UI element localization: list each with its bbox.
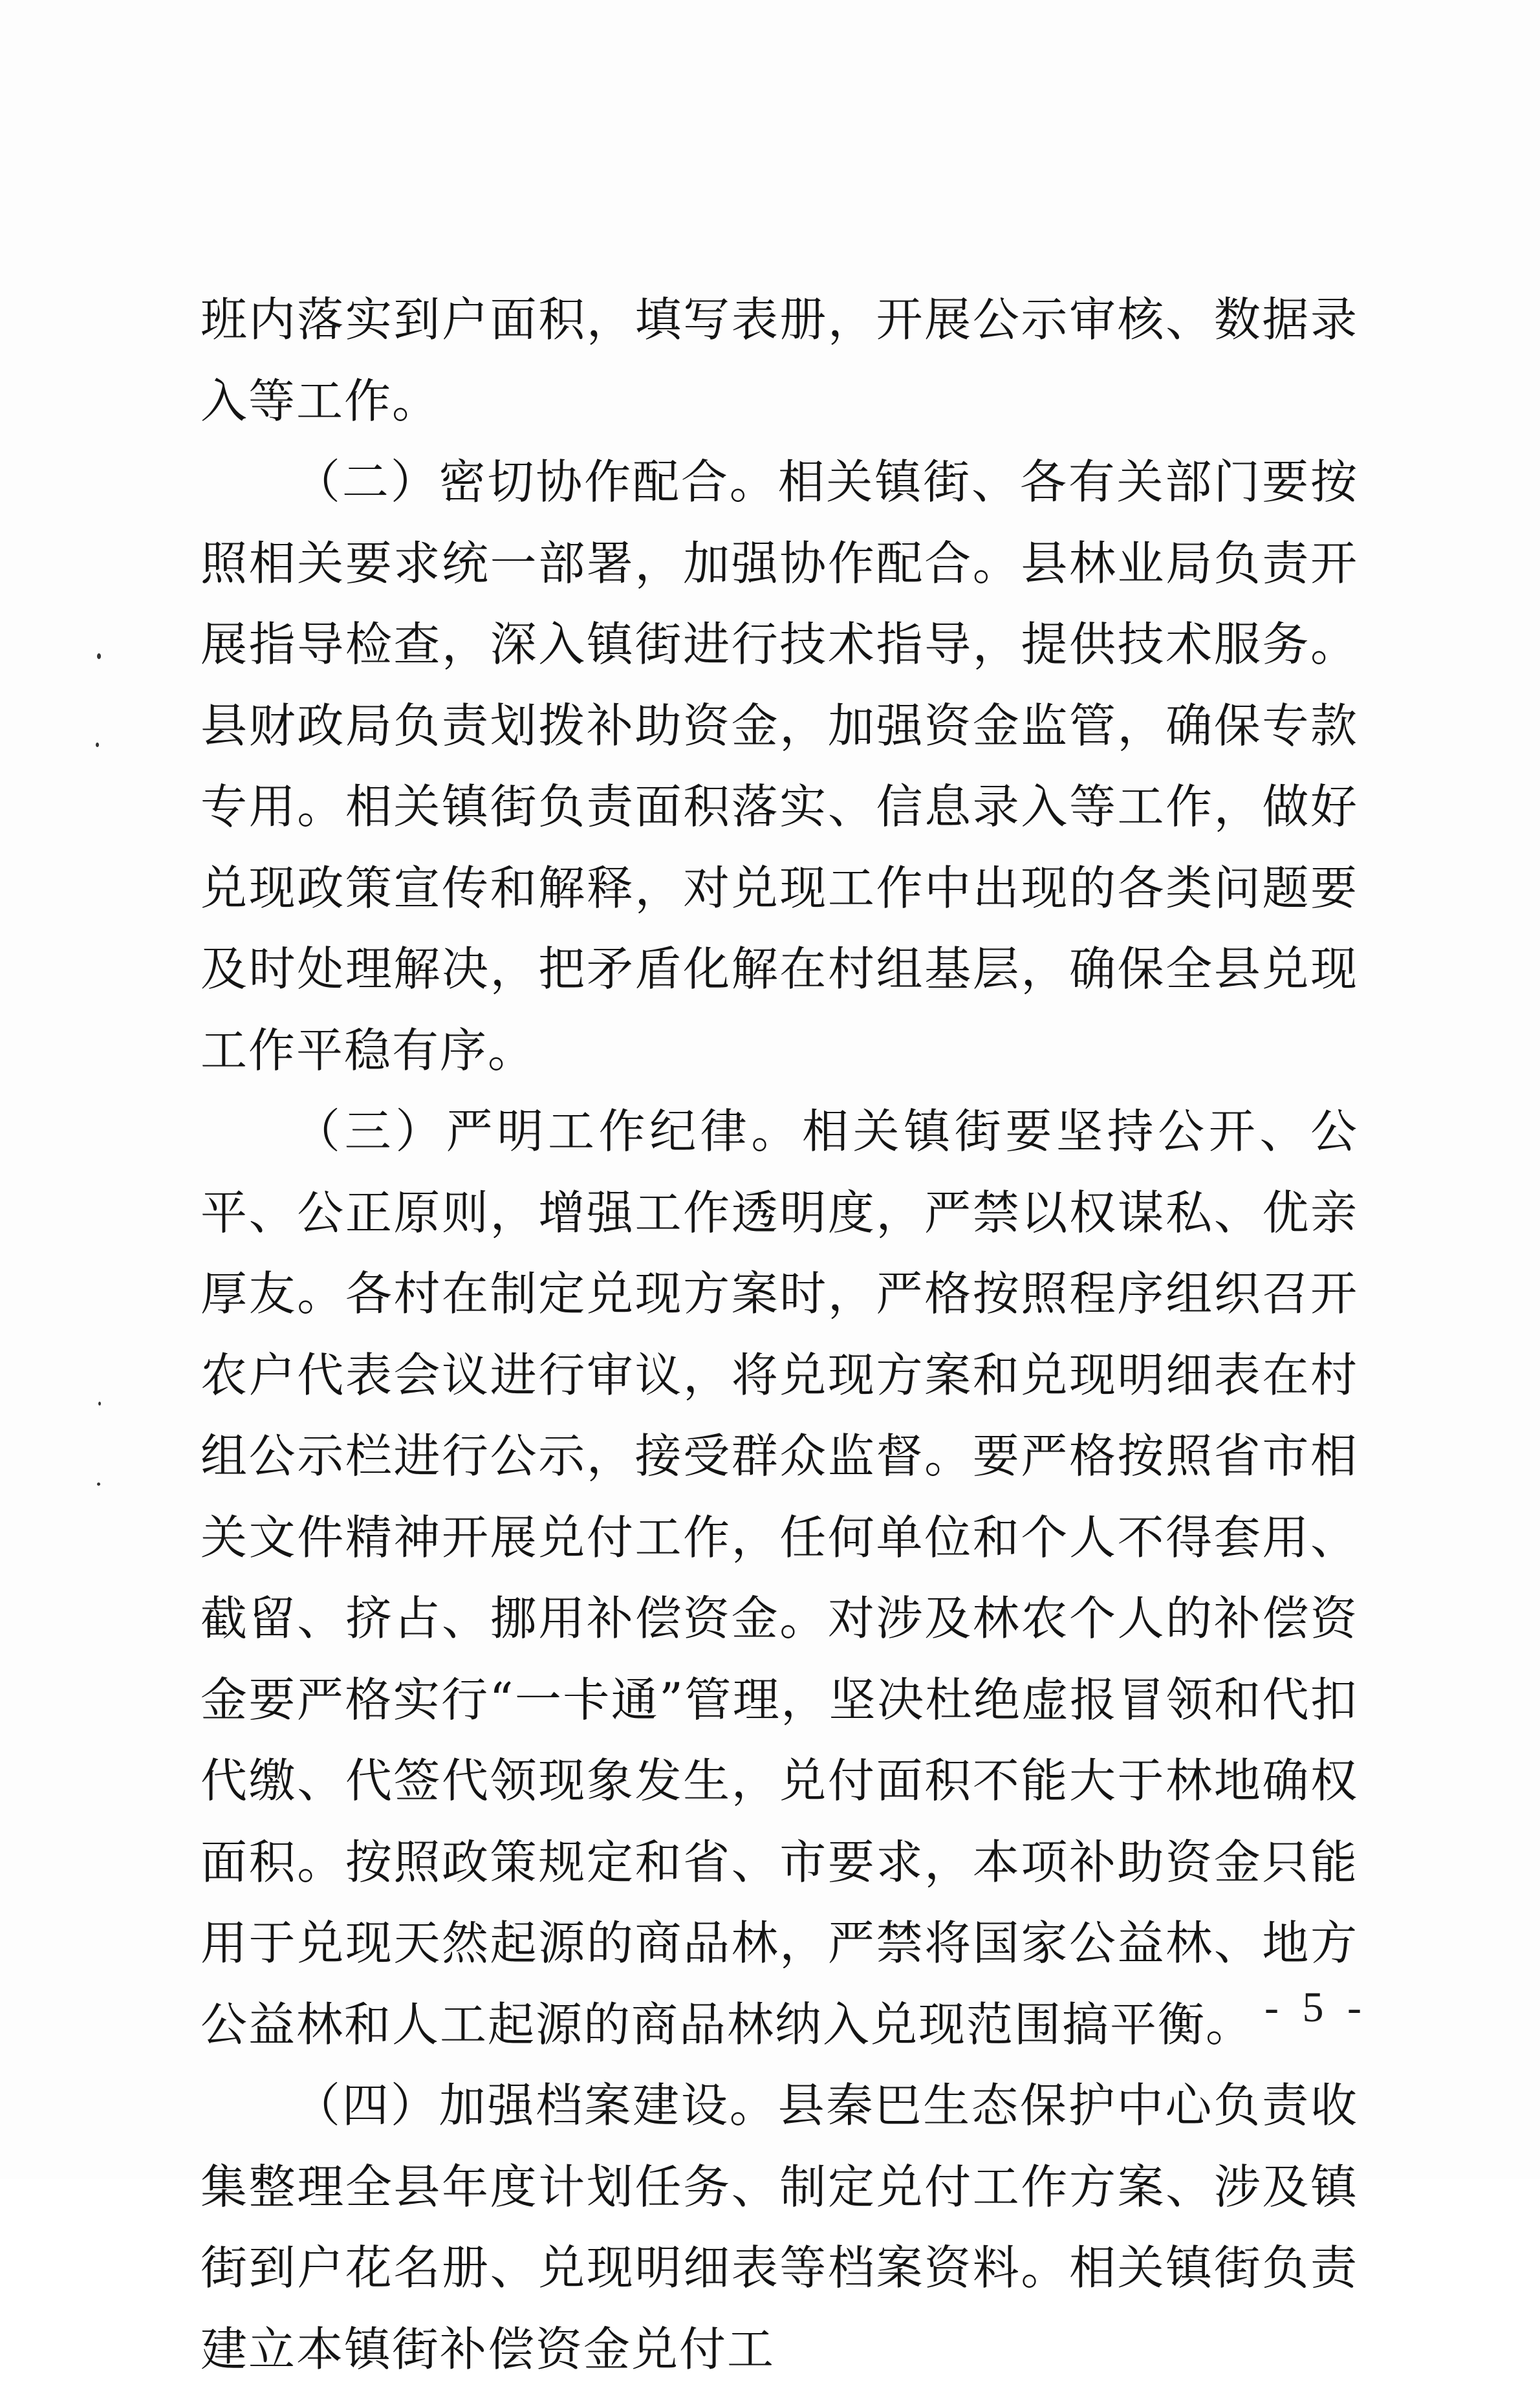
page-number: - 5 -	[1264, 1984, 1368, 2031]
scan-speck	[97, 653, 101, 659]
scan-speck	[96, 743, 99, 747]
scan-speck	[98, 1402, 101, 1406]
document-body	[201, 279, 1358, 2390]
paragraph-continuation: 班内落实到户面积，填写表册，开展公示审核、数据录入等工作。	[201, 292, 1358, 428]
scan-speck	[97, 1483, 100, 1486]
paragraph-cooperation: （二）密切协作配合。相关镇街、各有关部门要按照相关要求统一部署，加强协作配合。县林业局负责开展指导检查，深入镇街进行技术指导，提供技术服务。县财政局负责划拨补助资金，加强资金监管，确保专款专用。相关镇街负责面积落实、信息录入等工作，做好兑现政策宣传和解释，对兑现工作中出现的各类问题要及时处理解决，把矛盾化解在村组基层，确保全县兑现工作平稳有序。	[201, 455, 1358, 1078]
paragraph-archives: （四）加强档案建设。县秦巴生态保护中心负责收集整理全县年度计划任务、制定兑付工作方案、涉及镇街到户花名册、兑现明细表等档案资料。相关镇街负责建立本镇街补偿资金兑付工	[201, 2078, 1358, 2376]
paragraph-discipline: （三）严明工作纪律。相关镇街要坚持公开、公平、公正原则，增强工作透明度，严禁以权谋私、优亲厚友。各村在制定兑现方案时，严格按照程序组织召开农户代表会议进行审议，将兑现方案和兑现明细表在村组公示栏进行公示，接受群众监督。要严格按照省市相关文件精神开展兑付工作，任何单位和个人不得套用、截留、挤占、挪用补偿资金。对涉及林农个人的补偿资金要严格实行“一卡通”管理，坚决杜绝虚报冒领和代扣代缴、代签代领现象发生，兑付面积不能大于林地确权面积。按照政策规定和省、市要求，本项补助资金只能用于兑现天然起源的商品林，严禁将国家公益林、地方公益林和人工起源的商品林纳入兑现范围搞平衡。	[201, 1104, 1358, 2052]
